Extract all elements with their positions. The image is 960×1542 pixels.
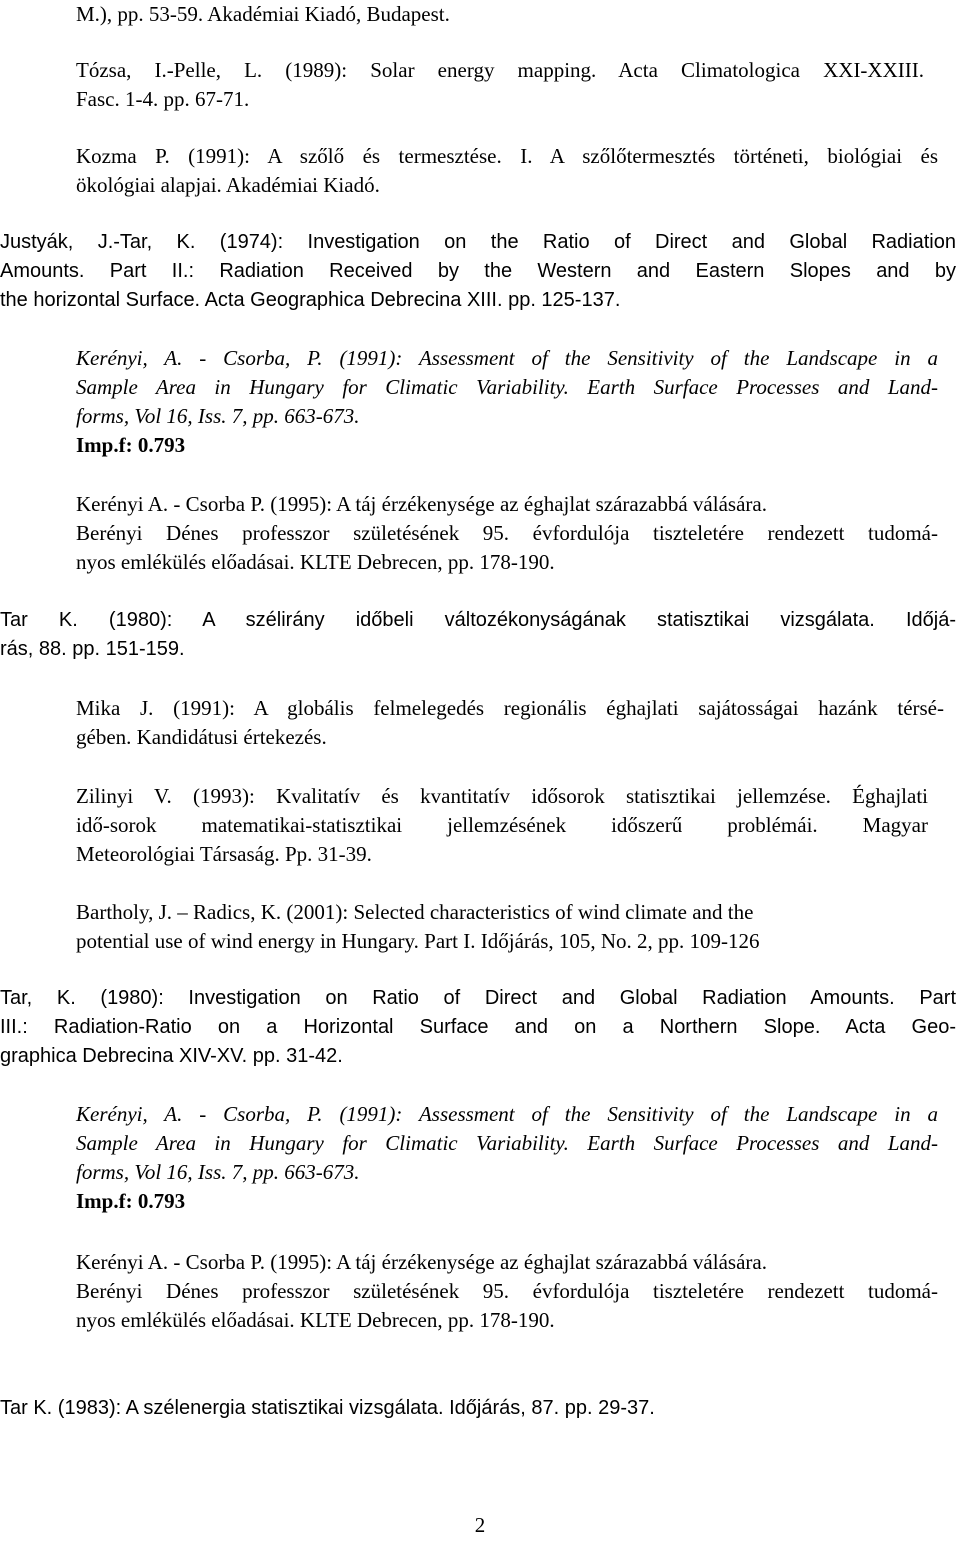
reference-entry <box>76 56 924 114</box>
reference-line: Berényi Dénes professzor születésének 95. évfordulója tiszteletére rendezett tudomá- <box>76 1279 938 1303</box>
reference-line: Kerényi, A. - Csorba, P. (1991): Assessment of the Sensitivity of the Landscape in a <box>76 1102 938 1126</box>
impact-factor: Imp.f: 0.793 <box>76 433 186 457</box>
reference-line: graphica Debrecina XIV-XV. pp. 31-42. <box>0 1045 343 1067</box>
reference-entry <box>76 1100 938 1216</box>
reference-line: III.: Radiation-Ratio on a Horizontal Surface and on a Northern Slope. Acta Geo- <box>0 1016 956 1038</box>
reference-line: Amounts. Part II.: Radiation Received by the Western and Eastern Slopes and by <box>0 260 956 282</box>
reference-line: Sample Area in Hungary for Climatic Variability. Earth Surface Processes and Land- <box>76 375 938 399</box>
reference-line: Mika J. (1991): A globális felmelegedés regionális éghajlati sajátosságai hazánk térsé- <box>76 696 944 720</box>
reference-entry <box>76 694 944 752</box>
reference-entry <box>76 1248 938 1335</box>
reference-entry <box>0 228 956 315</box>
reference-line: Berényi Dénes professzor születésének 95. évfordulója tiszteletére rendezett tudomá- <box>76 521 938 545</box>
reference-line: Kerényi, A. - Csorba, P. (1991): Assessment of the Sensitivity of the Landscape in a <box>76 346 938 370</box>
reference-entry <box>76 0 946 29</box>
reference-line: the horizontal Surface. Acta Geographica Debrecina XIII. pp. 125-137. <box>0 289 621 311</box>
reference-entry <box>76 490 938 577</box>
reference-line: Zilinyi V. (1993): Kvalitatív és kvantitatív idősorok statisztikai jellemzése. Éghajlati <box>76 784 928 808</box>
reference-line: rás, 88. pp. 151-159. <box>0 638 185 660</box>
reference-line: Justyák, J.-Tar, K. (1974): Investigation on the Ratio of Direct and Global Radiation <box>0 231 956 253</box>
impact-factor: Imp.f: 0.793 <box>76 1189 186 1213</box>
reference-entry <box>76 898 906 956</box>
reference-line: Kerényi A. - Csorba P. (1995): A táj érzékenysége az éghajlat szárazabbá válására. <box>76 492 767 516</box>
reference-line: Tózsa, I.-Pelle, L. (1989): Solar energy mapping. Acta Climatologica XXI-XXIII. <box>76 58 924 82</box>
reference-entry <box>76 782 928 869</box>
reference-entry <box>76 344 938 460</box>
reference-line: Meteorológiai Társaság. Pp. 31-39. <box>76 842 372 866</box>
reference-line: nyos emlékülés előadásai. KLTE Debrecen, pp. 178-190. <box>76 550 555 574</box>
reference-line: gében. Kandidátusi értekezés. <box>76 725 327 749</box>
reference-line: Fasc. 1-4. pp. 67-71. <box>76 87 250 111</box>
reference-line: M.), pp. 53-59. Akadémiai Kiadó, Budapest. <box>76 2 450 26</box>
reference-line: Kerényi A. - Csorba P. (1995): A táj érzékenysége az éghajlat szárazabbá válására. <box>76 1250 767 1274</box>
reference-line: ökológiai alapjai. Akadémiai Kiadó. <box>76 173 380 197</box>
reference-line: Kozma P. (1991): A szőlő és termesztése. I. A szőlőtermesztés történeti, biológiai és <box>76 144 938 168</box>
reference-line: Sample Area in Hungary for Climatic Variability. Earth Surface Processes and Land- <box>76 1131 938 1155</box>
reference-entry <box>0 606 956 664</box>
reference-entry <box>0 984 956 1071</box>
page-number: 2 <box>474 1513 486 1537</box>
reference-line: idő-sorok matematikai-statisztikai jellemzésének időszerű problémái. Magyar <box>76 813 928 837</box>
reference-line: forms, Vol 16, Iss. 7, pp. 663-673. <box>76 1160 360 1184</box>
reference-line: Tar K. (1980): A szélirány időbeli változékonyságának statisztikai vizsgálata. Időjá- <box>0 609 956 631</box>
reference-line: forms, Vol 16, Iss. 7, pp. 663-673. <box>76 404 360 428</box>
reference-entry <box>76 142 938 200</box>
reference-line: Bartholy, J. – Radics, K. (2001): Selected characteristics of wind climate and the <box>76 900 754 924</box>
reference-line: Tar K. (1983): A szélenergia statisztikai vizsgálata. Időjárás, 87. pp. 29-37. <box>0 1397 655 1419</box>
reference-line: Tar, K. (1980): Investigation on Ratio of Direct and Global Radiation Amounts. Part <box>0 987 956 1009</box>
reference-line: potential use of wind energy in Hungary. Part I. Időjárás, 105, No. 2, pp. 109-126 <box>76 929 760 953</box>
reference-line: nyos emlékülés előadásai. KLTE Debrecen, pp. 178-190. <box>76 1308 555 1332</box>
reference-entry <box>0 1394 956 1423</box>
